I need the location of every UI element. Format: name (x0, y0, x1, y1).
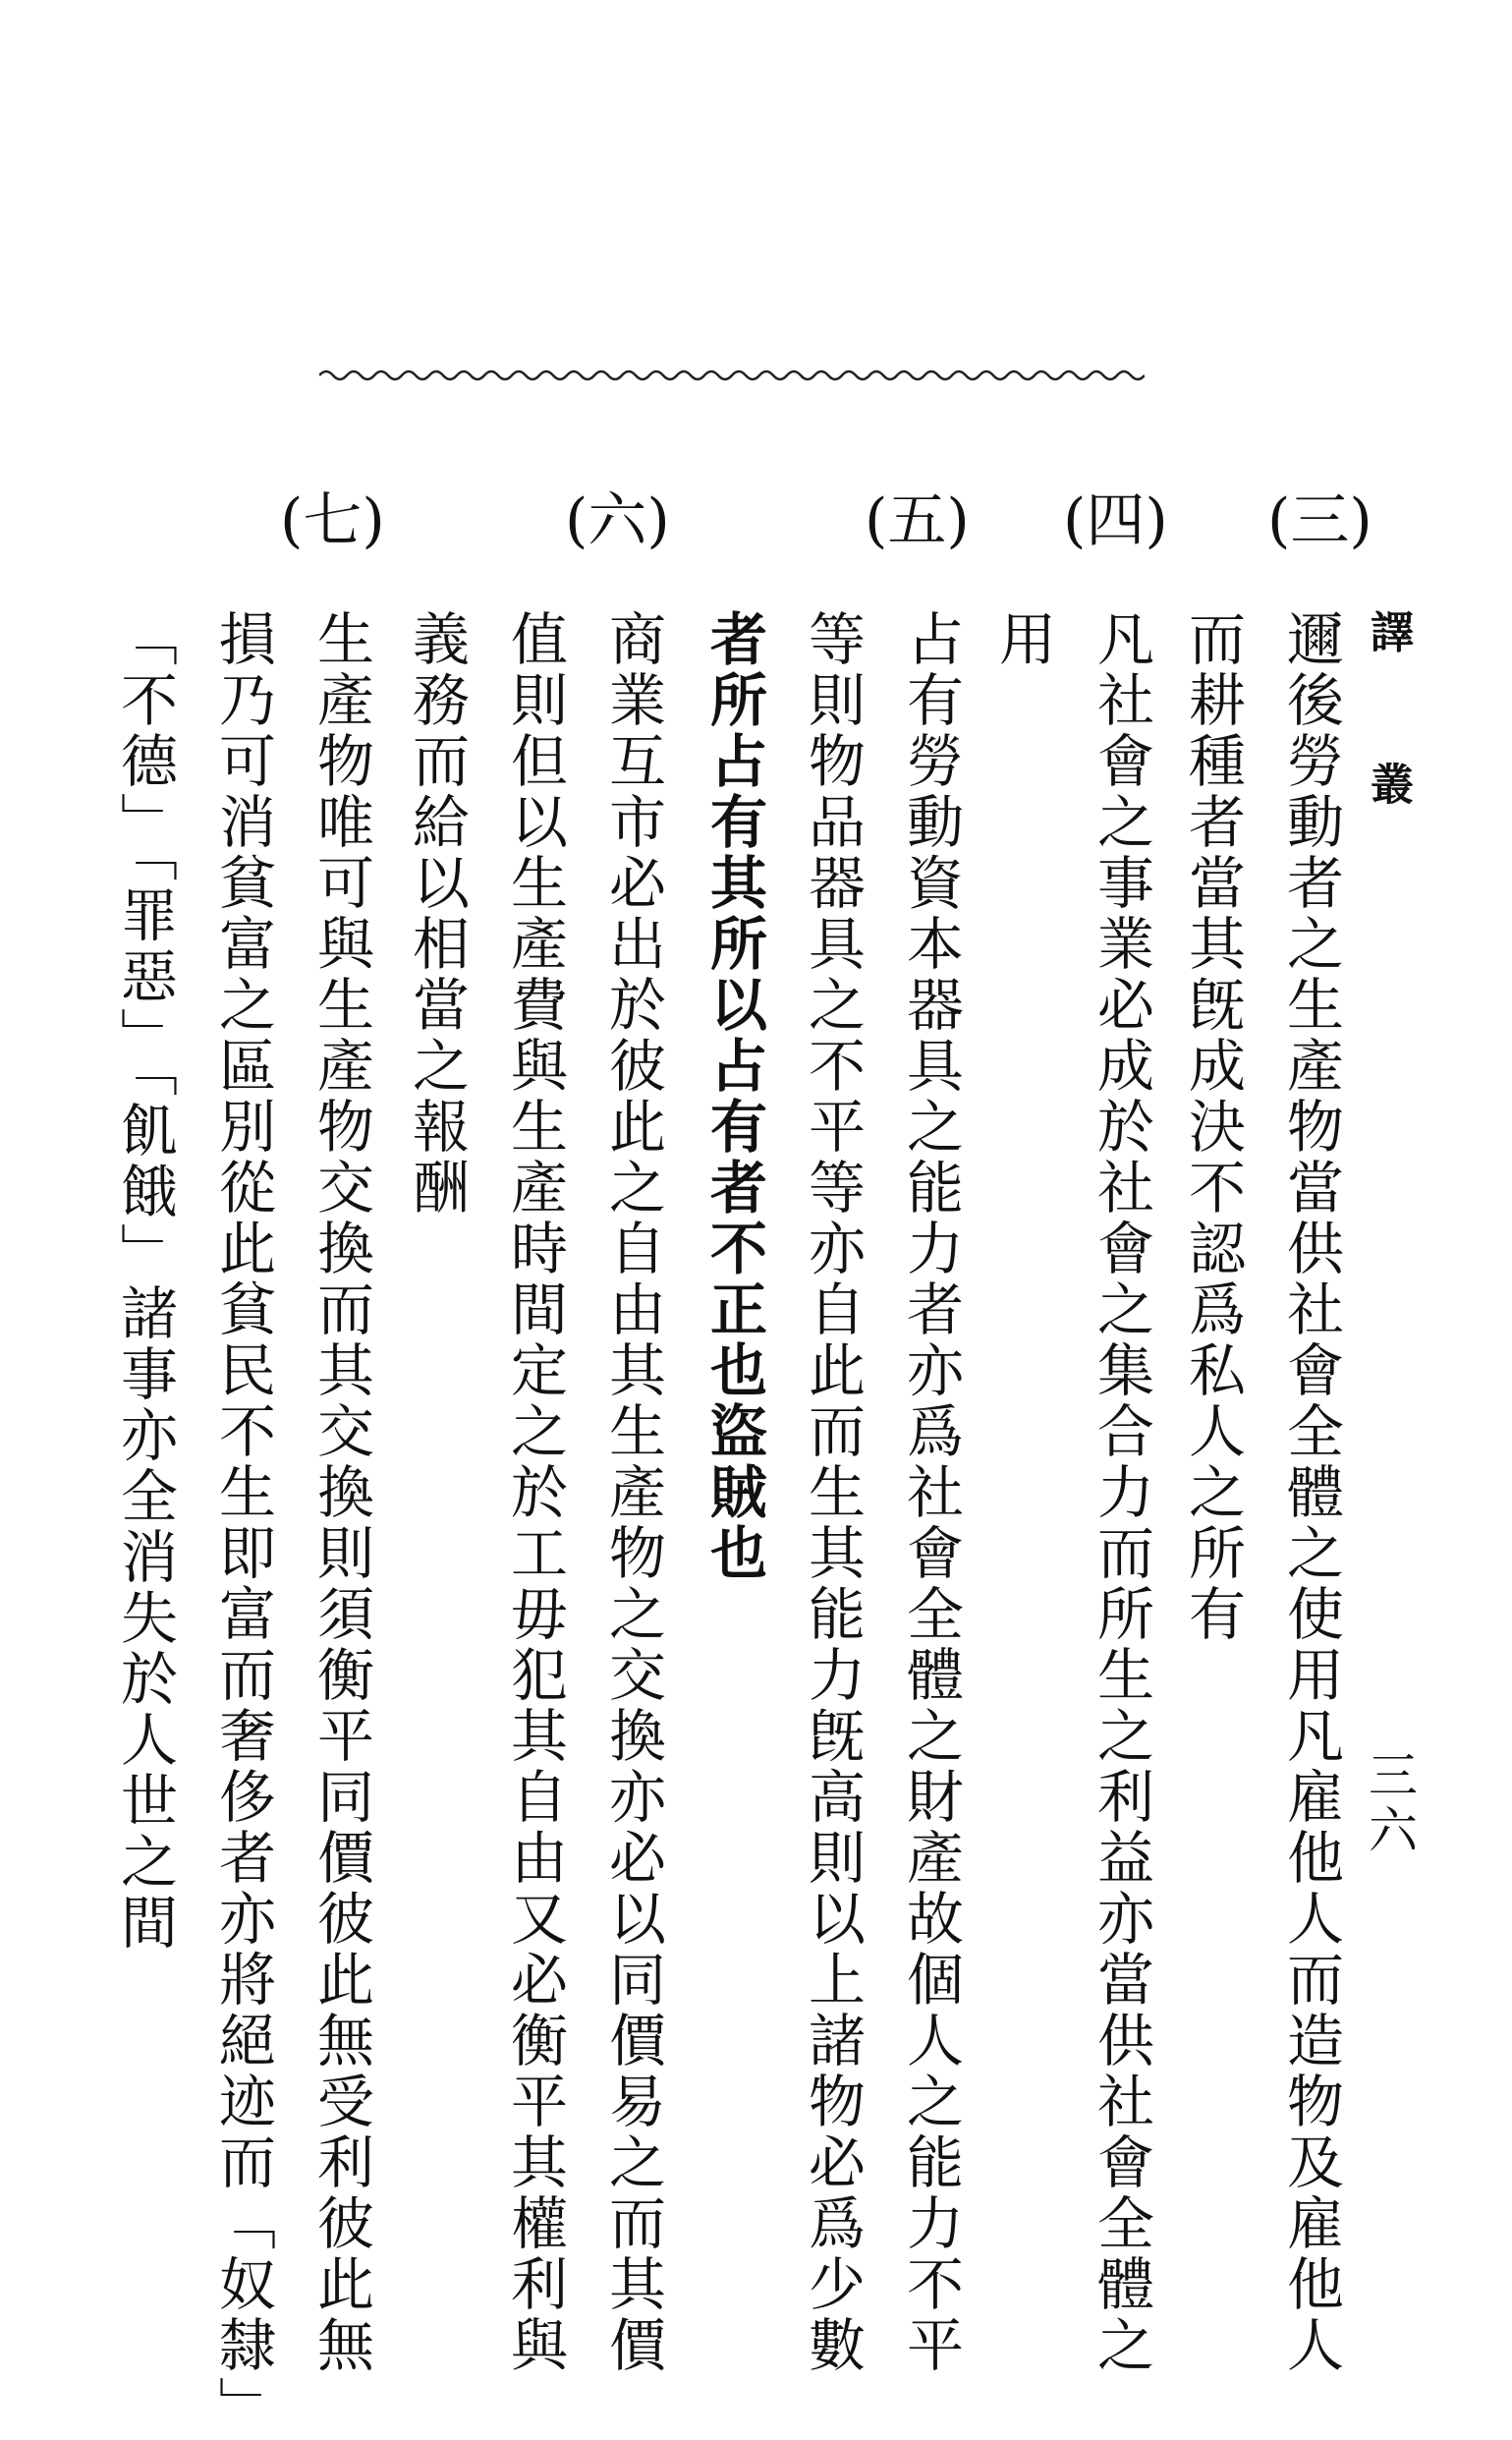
item-7-line-3: 「不德」「罪惡」「飢餓」諸事亦全消失於人世之間 (111, 609, 178, 1954)
item-7-line-2: 損乃可消貧富之區別從此貧民不生即富而奢侈者亦將絕迹而「奴隸」 (209, 609, 276, 2437)
item-marker-6: (六) (565, 486, 670, 555)
item-6-line-1: 商業互市必出於彼此之自由其生產物之交換亦必以同價易之而其價 (599, 609, 666, 2376)
item-marker-4: (四) (1063, 486, 1168, 555)
item-5-line-1: 占有勞動資本器具之能力者亦爲社會全體之財產故個人之能力不平 (897, 609, 964, 2376)
item-7-line-1: 生產物唯可與生產物交換而其交換則須衡平同價彼此無受利彼此無 (308, 609, 374, 2376)
wavy-divider (319, 364, 1145, 387)
item-marker-3: (三) (1267, 486, 1372, 555)
item-4-line-2: 用 (989, 609, 1056, 670)
item-3-line-1: 邇後勞動者之生產物當供社會全體之使用凡雇他人而造物及雇他人 (1277, 609, 1344, 2376)
item-5-line-2: 等則物品器具之不平等亦自此而生其能力旣高則以上諸物必爲少數 (799, 609, 866, 2376)
item-4-line-1: 凡社會之事業必成於社會之集合力而所生之利益亦當供社會全體之 (1088, 609, 1154, 2376)
item-6-line-2: 值則但以生產費與生產時間定之於工毋犯其自由又必衡平其權利與 (501, 609, 568, 2376)
item-3-line-2: 而耕種者當其旣成決不認爲私人之所有 (1179, 609, 1246, 1645)
item-marker-7: (七) (280, 486, 385, 555)
item-6-line-3: 義務而給以相當之報酬 (403, 609, 470, 1219)
running-title: 譯 叢 (1363, 609, 1413, 834)
item-5-line-3: 者所占有其所以占有者不正也盜賊也 (700, 609, 767, 1584)
page-number: 三六 (1361, 1749, 1418, 1859)
item-marker-5: (五) (865, 486, 970, 555)
